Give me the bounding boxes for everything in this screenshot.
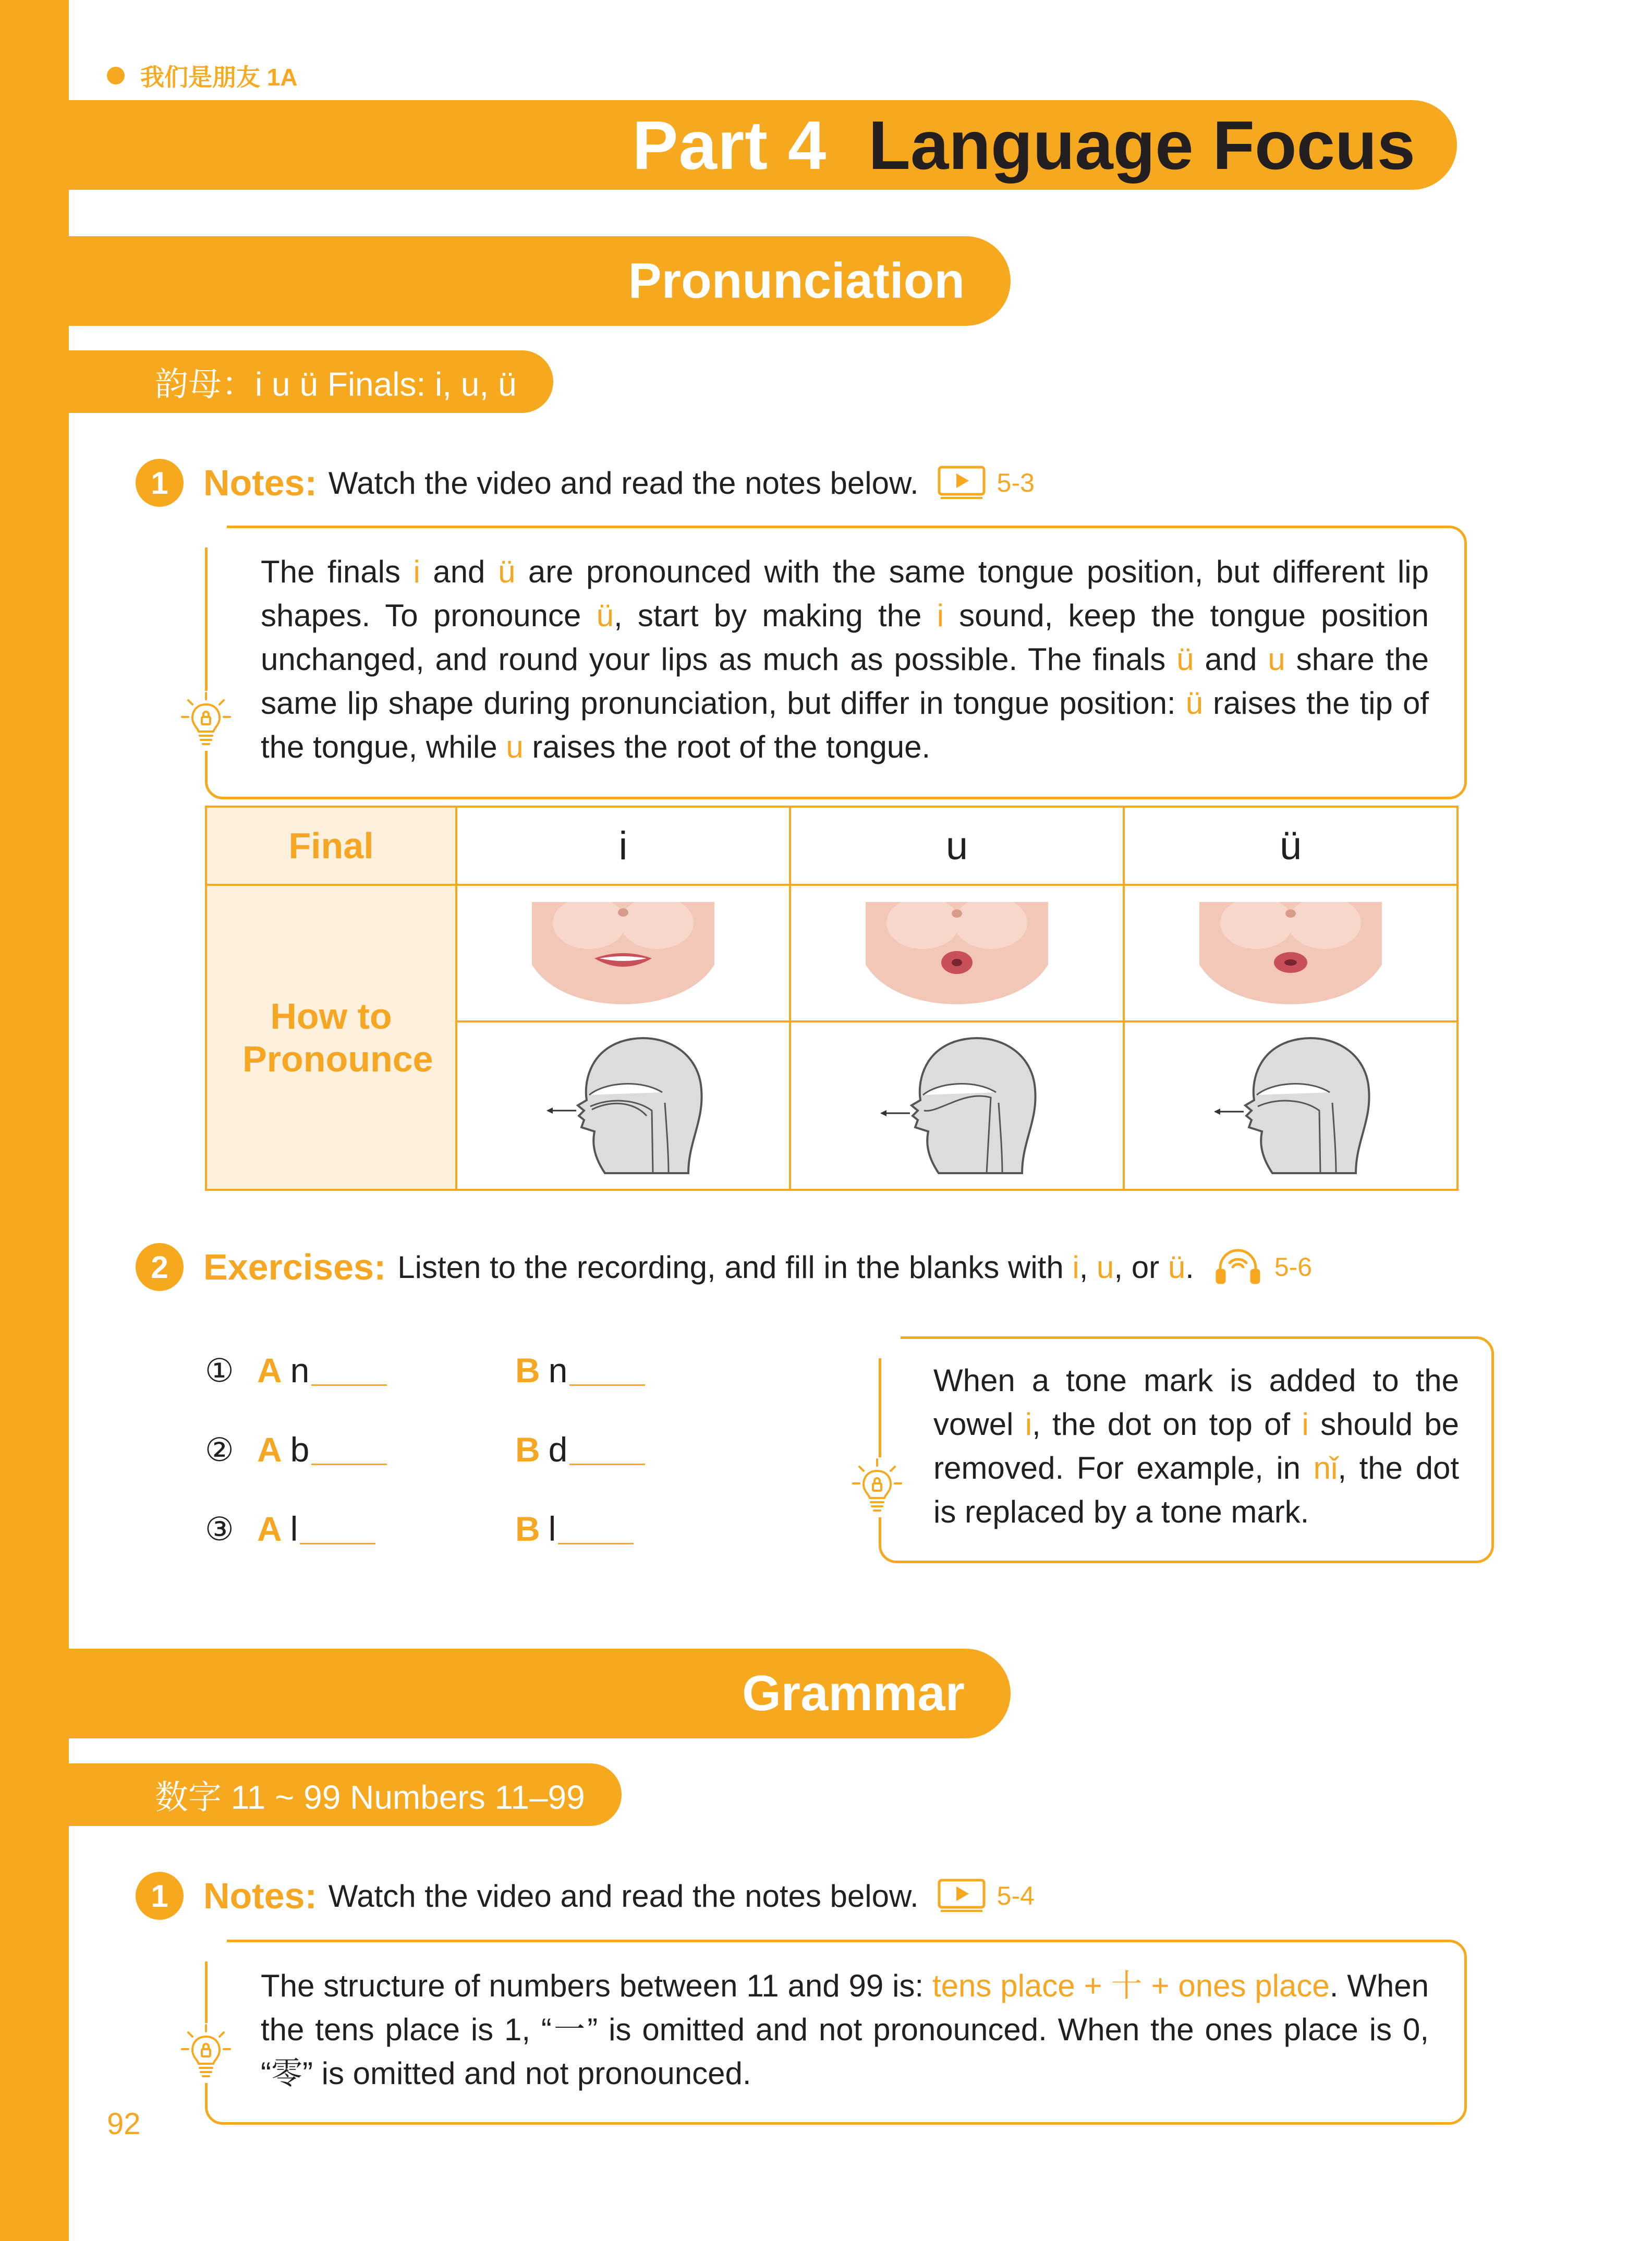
option-a-initial: l — [290, 1509, 298, 1548]
step-number: 1 — [136, 1872, 184, 1920]
part-number: Part 4 — [632, 106, 827, 184]
tone-mark-tip-box — [879, 1336, 1494, 1563]
grammar-notes-step — [136, 1872, 1035, 1920]
lips-cell-i — [456, 885, 790, 1021]
lips-cell-uu — [1124, 885, 1457, 1021]
note-corner — [205, 1940, 227, 1962]
subsection-title: 韵母：i u ü Finals: i, u, ü — [155, 366, 517, 403]
pronunciation-note-box — [205, 526, 1467, 799]
option-b-blank[interactable] — [569, 1434, 645, 1465]
tip-text: When a tone mark is added to the vowel i, the dot on top of i should be removed. For example, in nǐ, the dot is replaced by a tone mark. — [933, 1363, 1459, 1529]
how-to-pronounce-header-cell: How to Pronounce — [206, 885, 456, 1190]
numbers-subsection-banner — [69, 1763, 622, 1826]
option-a-initial: n — [290, 1351, 310, 1390]
option-b — [515, 1509, 634, 1549]
step-label: Notes: — [203, 1875, 317, 1916]
left-margin-stripe — [0, 0, 69, 2241]
lips-photo-u — [866, 902, 1048, 1004]
lightbulb-icon — [180, 2023, 232, 2083]
diagram-cell-i — [456, 1021, 790, 1190]
exercise-number: ② — [205, 1432, 234, 1468]
part-banner — [69, 100, 1457, 190]
audio-icon[interactable] — [1213, 1248, 1263, 1286]
step-instruction: Watch the video and read the notes below. — [328, 1878, 919, 1914]
step-label: Notes: — [203, 462, 317, 503]
media-code: 5-4 — [997, 1881, 1035, 1910]
step-instruction: Watch the video and read the notes below. — [328, 465, 919, 501]
media-code: 5-3 — [997, 468, 1035, 497]
book-header — [107, 58, 298, 93]
final-header-cell: Final — [206, 807, 456, 885]
pronunciation-section-banner — [69, 236, 1011, 326]
option-b-initial: d — [548, 1430, 568, 1469]
pronunciation-exercise-step — [136, 1243, 1312, 1291]
lightbulb-icon — [851, 1457, 903, 1517]
final-cell-u: u — [790, 807, 1124, 885]
exercise-number: ③ — [205, 1511, 234, 1548]
diagram-cell-u — [790, 1021, 1124, 1190]
section-title: Pronunciation — [628, 253, 965, 309]
option-b-label: B — [515, 1351, 540, 1390]
step-instruction: Listen to the recording, and fill in the blanks with i, u, or ü. — [397, 1249, 1194, 1285]
media-code: 5-6 — [1274, 1252, 1313, 1282]
pronunciation-table — [205, 806, 1459, 1191]
exercise-row — [205, 1509, 556, 1549]
note-corner — [879, 1336, 901, 1358]
note-corner — [205, 526, 227, 547]
header-dot — [107, 67, 125, 84]
pronunciation-notes-step — [136, 459, 1035, 507]
final-cell-uu: ü — [1124, 807, 1457, 885]
option-a-blank[interactable] — [311, 1355, 387, 1386]
option-b — [515, 1430, 645, 1469]
tongue-diagram-u — [866, 1032, 1048, 1179]
option-b-initial: n — [548, 1351, 568, 1390]
option-b-blank[interactable] — [558, 1513, 634, 1544]
option-a-initial: b — [290, 1430, 310, 1469]
note-text: The structure of numbers between 11 and 99 is: tens place + 十 + ones place. When the tens place is 1, “一” is omitted and not pronounced. When the ones place is 0, “零” is omitted and not pronounced. — [261, 1968, 1429, 2091]
exercise-row — [205, 1430, 568, 1469]
finals-subsection-banner — [69, 350, 553, 413]
tongue-diagram-i — [532, 1032, 714, 1179]
option-a-blank[interactable] — [311, 1434, 387, 1465]
diagram-cell-uu — [1124, 1021, 1457, 1190]
lips-cell-u — [790, 885, 1124, 1021]
exercise-number: ① — [205, 1353, 234, 1389]
page-number: 92 — [107, 2107, 141, 2141]
step-label: Exercises: — [203, 1247, 386, 1287]
note-text: The finals i and ü are pronounced with the same tongue position, but different lip shapes. To pronounce ü, start by making the i sound, keep the tongue position unchanged, and round your lips as much as possible. The finals ü and u share the same lip shape during pronunciation, but differ in tongue position: ü raises the tip of the tongue, while u raises the root of the tongue. — [261, 554, 1429, 764]
option-b-initial: l — [548, 1509, 556, 1548]
lips-photo-uu — [1199, 902, 1382, 1004]
exercise-row — [205, 1350, 568, 1390]
video-icon[interactable] — [938, 466, 986, 500]
lightbulb-icon — [180, 691, 232, 751]
lips-photo-i — [532, 902, 714, 1004]
book-title: 我们是朋友 1A — [140, 64, 298, 91]
step-number: 2 — [136, 1243, 184, 1291]
option-a-label: A — [257, 1430, 282, 1469]
video-icon[interactable] — [938, 1879, 986, 1913]
step-number: 1 — [136, 459, 184, 507]
subsection-title: 数字 11 ~ 99 Numbers 11–99 — [155, 1779, 585, 1816]
option-a-label: A — [257, 1509, 282, 1548]
option-a-blank[interactable] — [300, 1513, 375, 1544]
final-cell-i: i — [456, 807, 790, 885]
grammar-note-box — [205, 1940, 1467, 2125]
option-a-label: A — [257, 1351, 282, 1390]
grammar-section-banner — [69, 1649, 1011, 1738]
option-b — [515, 1350, 645, 1390]
part-title: Language Focus — [868, 106, 1415, 184]
option-b-blank[interactable] — [569, 1355, 645, 1386]
option-b-label: B — [515, 1509, 540, 1548]
section-title: Grammar — [742, 1665, 965, 1721]
option-b-label: B — [515, 1430, 540, 1469]
tongue-diagram-uu — [1199, 1032, 1382, 1179]
